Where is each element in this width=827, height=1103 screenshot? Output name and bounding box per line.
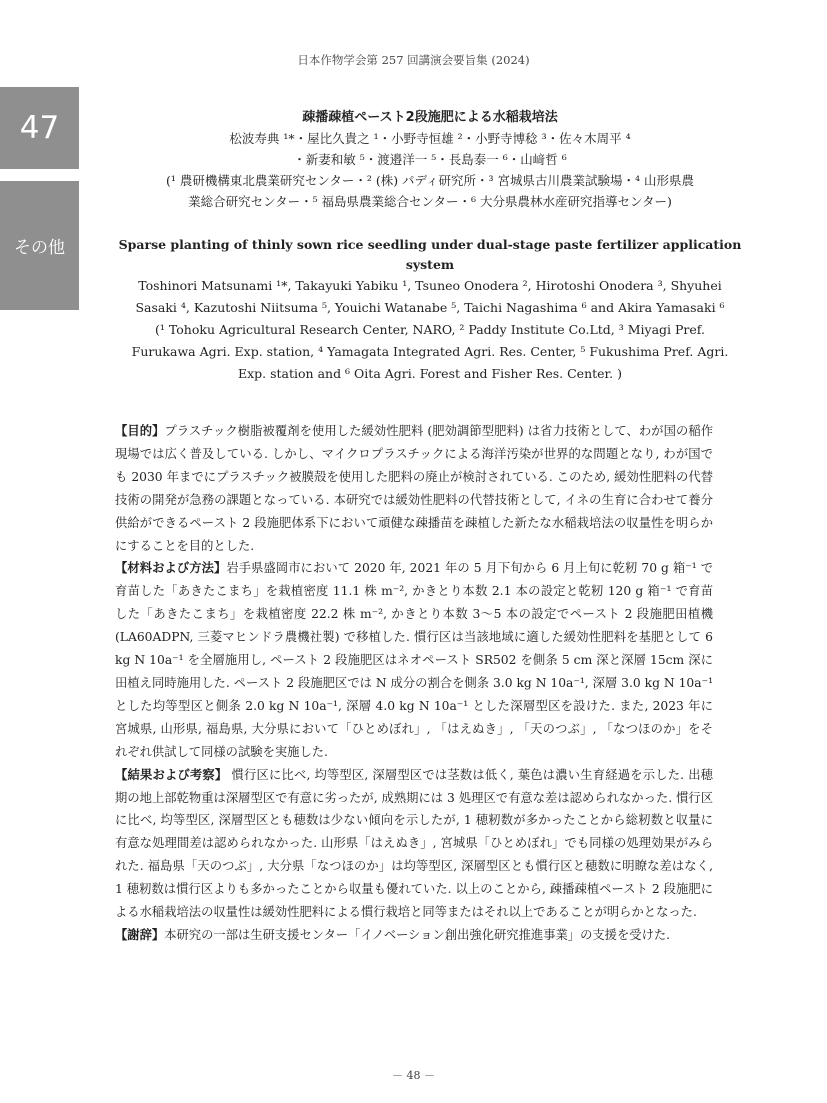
- japanese-affiliation-line-1: (¹ 農研機構東北農業研究センター・² (株) パディ研究所・³ 宮城県古川農業試験場・⁴ 山形県農: [165, 173, 695, 188]
- acknowledgment-text: 本研究の一部は生研支援センター「イノベーション創出強化研究推進事業」の支援を受けた.: [164, 927, 671, 942]
- page-number: － 48 －: [392, 1069, 435, 1082]
- results-heading: 【結果および考察】: [115, 767, 228, 782]
- results-paragraph: [115, 764, 713, 924]
- japanese-authors-line-2: ・新妻和敏 ⁵・渡邉洋一 ⁵・長島泰一 ⁶・山﨑哲 ⁶: [293, 152, 567, 167]
- category-tab: その他: [0, 181, 79, 310]
- running-header: 日本作物学会第 257 回講演会要旨集 (2024): [297, 53, 530, 67]
- japanese-authors-line-1: 松波寿典 ¹*・屋比久貴之 ¹・小野寺恒雄 ²・小野寺博稔 ³・佐々木周平 ⁴: [229, 131, 631, 146]
- acknowledgment-paragraph: [115, 924, 713, 947]
- english-affiliation-line-2: Furukawa Agri. Exp. station, ⁴ Yamagata Integrated Agri. Res. Center, ⁵ Fukushima Pref. Agri.: [131, 344, 729, 359]
- methods-text: 岩手県盛岡市において 2020 年, 2021 年の 5 月下旬から 6 月上旬に乾籾 70 g 箱⁻¹ で育苗した「あきたこまち」を栽植密度 11.1 株 m⁻², かきとり本数 2.1 本の設定と乾籾 120 g 箱⁻¹ で育苗した「あきたこまち」を栽植密度 22.2 株 m⁻², かきとり本数 3～5 本の設定でペースト 2 段施肥田植機 (LA60ADPN, 三菱マヒンドラ農機社製) で移植した. 慣行区は当該地域に適した緩効性肥料を基肥として 6 kg N 10a⁻¹ を全層施用し, ペースト 2 段施肥区はネオペースト SR502 を側条 5 cm 深と深層 15cm 深に田植え同時施用した. ペースト 2 段施肥区では N 成分の割合を側条 3.0 kg N 10a⁻¹, 深層 3.0 kg N 10a⁻¹ とした均等型区と側条 2.0 kg N 10a⁻¹, 深層 4.0 kg N 10a⁻¹ とした深層型区を設けた. また, 2023 年に宮城県, 山形県, 福島県, 大分県において「ひとめぼれ」, 「はえぬき」, 「天のつぶ」, 「なつほのか」をそれぞれ供試して同様の試験を実施した.: [115, 561, 713, 759]
- purpose-heading: 【目的】: [115, 424, 165, 438]
- methods-paragraph: [115, 557, 713, 763]
- english-authors-line-1: Toshinori Matsunami ¹*, Takayuki Yabiku ¹, Tsuneo Onodera ², Hirotoshi Onodera ³, Shyuhei: [138, 278, 722, 293]
- japanese-title: 疎播疎植ペースト2段施肥による水稲栽培法: [302, 110, 558, 125]
- japanese-affiliation-line-2: 業総合研究センター・⁵ 福島県農業総合センター・⁶ 大分県農林水産研究指導センター): [188, 194, 672, 209]
- english-authors-line-2: Sasaki ⁴, Kazutoshi Niitsuma ⁵, Youichi Watanabe ⁵, Taichi Nagashima ⁶ and Akira Yamasaki ⁶: [135, 300, 725, 315]
- purpose-paragraph: [115, 420, 713, 557]
- english-title-line-1: Sparse planting of thinly sown rice seedling under dual-stage paste fertilizer application: [118, 237, 742, 252]
- methods-heading: 【材料および方法】: [115, 561, 227, 576]
- acknowledgment-heading: 【謝辞】: [115, 927, 165, 942]
- english-title-line-2: system: [405, 257, 455, 272]
- english-affiliation-line-1: (¹ Tohoku Agricultural Research Center, NARO, ² Paddy Institute Co.Ltd, ³ Miyagi Pref.: [155, 322, 705, 337]
- abstract-body: [115, 420, 713, 947]
- section-number-tab: 47: [0, 87, 79, 169]
- purpose-text: プラスチック樹脂被覆剤を使用した緩効性肥料 (肥効調節型肥料) は省力技術として、わが国の稲作現場では広く普及している. しかし、マイクロプラスチックによる海洋汚染が世界的な問題となり, わが国でも 2030 年までにプラスチック被膜殻を使用した肥料の廃止が検討されている. このため, 緩効性肥料の代替技術の開発が急務の課題となっている. 本研究では緩効性肥料の代替技術として, イネの生育に合わせて養分供給ができるペースト 2 段施肥体系下において頑健な疎播苗を疎植した新たな水稲栽培法の収量性を明らかにすることを目的とした.: [115, 424, 713, 553]
- results-text: 慣行区に比べ, 均等型区, 深層型区では茎数は低く, 葉色は濃い生育経過を示した. 出穂期の地上部乾物重は深層型区で有意に劣ったが, 成熟期には 3 処理区で有意な差は認められなかった. 慣行区に比べ, 均等型区, 深層型区とも穂数は少ない傾向を示したが, 1 穂籾数が多かったことから総籾数と収量に有意な処理間差は認められなかった. 山形県「はえぬき」, 宮城県「ひとめぼれ」でも同様の処理効果がみられた. 福島県「天のつぶ」, 大分県「なつほのか」は均等型区, 深層型区とも慣行区と穂数に明瞭な差はなく, 1 穂籾数は慣行区よりも多かったことから収量も優れていた. 以上のことから, 疎播疎植ペースト 2 段施肥による水稲栽培法の収量性は緩効性肥料による慣行栽培と同等またはそれ以上であることが明らかとなった.: [115, 767, 713, 920]
- title-block: [100, 108, 760, 385]
- english-affiliation-line-3: Exp. station and ⁶ Oita Agri. Forest and Fisher Res. Center. ): [238, 366, 622, 381]
